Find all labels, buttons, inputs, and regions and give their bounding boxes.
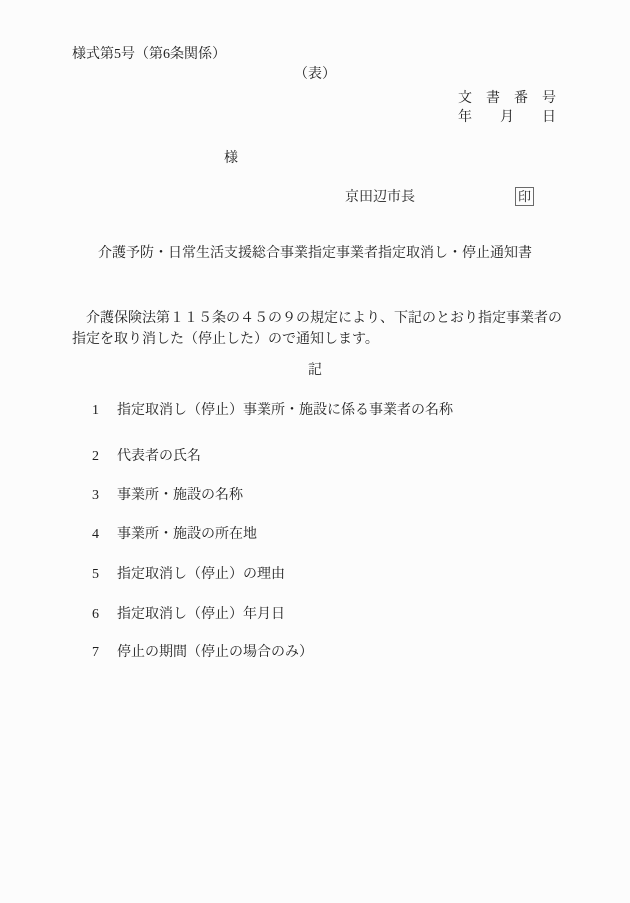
- list-item-number: 3: [92, 488, 99, 504]
- list-item-label: 事業所・施設の所在地: [117, 527, 257, 543]
- page-side-label: （表）: [294, 67, 336, 82]
- body-paragraph-line-2: 指定を取り消した（停止した）ので通知します。: [72, 332, 379, 347]
- date-label: 年 月 日: [458, 110, 556, 125]
- list-item-number: 4: [92, 527, 99, 543]
- seal-box: [515, 187, 534, 206]
- seal-character: 印: [517, 189, 531, 204]
- list-item-1: [78, 387, 453, 435]
- list-item-number: 2: [92, 449, 99, 465]
- addressee-suffix: 様: [224, 151, 238, 166]
- sender-title: 京田辺市長: [345, 190, 415, 205]
- list-item-7: [78, 629, 313, 677]
- list-item-label: 代表者の氏名: [117, 449, 201, 465]
- list-marker-ki: 記: [308, 363, 322, 378]
- form-number: 様式第5号（第6条関係）: [72, 47, 226, 62]
- body-paragraph-line-1: 介護保険法第１１５条の４５の９の規定により、下記のとおり指定事業者の: [72, 311, 562, 326]
- list-item-number: 1: [92, 403, 99, 419]
- list-item-label: 指定取消し（停止）の理由: [117, 567, 285, 583]
- list-item-label: 停止の期間（停止の場合のみ）: [117, 645, 313, 661]
- list-item-number: 6: [92, 607, 99, 623]
- list-item-label: 事業所・施設の名称: [117, 488, 243, 504]
- list-item-number: 7: [92, 645, 99, 661]
- document-title: 介護予防・日常生活支援総合事業指定事業者指定取消し・停止通知書: [98, 246, 532, 261]
- document-number-label: 文 書 番 号: [458, 91, 556, 106]
- list-item-number: 5: [92, 567, 99, 583]
- list-item-label: 指定取消し（停止）事業所・施設に係る事業者の名称: [117, 403, 453, 419]
- list-item-label: 指定取消し（停止）年月日: [117, 607, 285, 623]
